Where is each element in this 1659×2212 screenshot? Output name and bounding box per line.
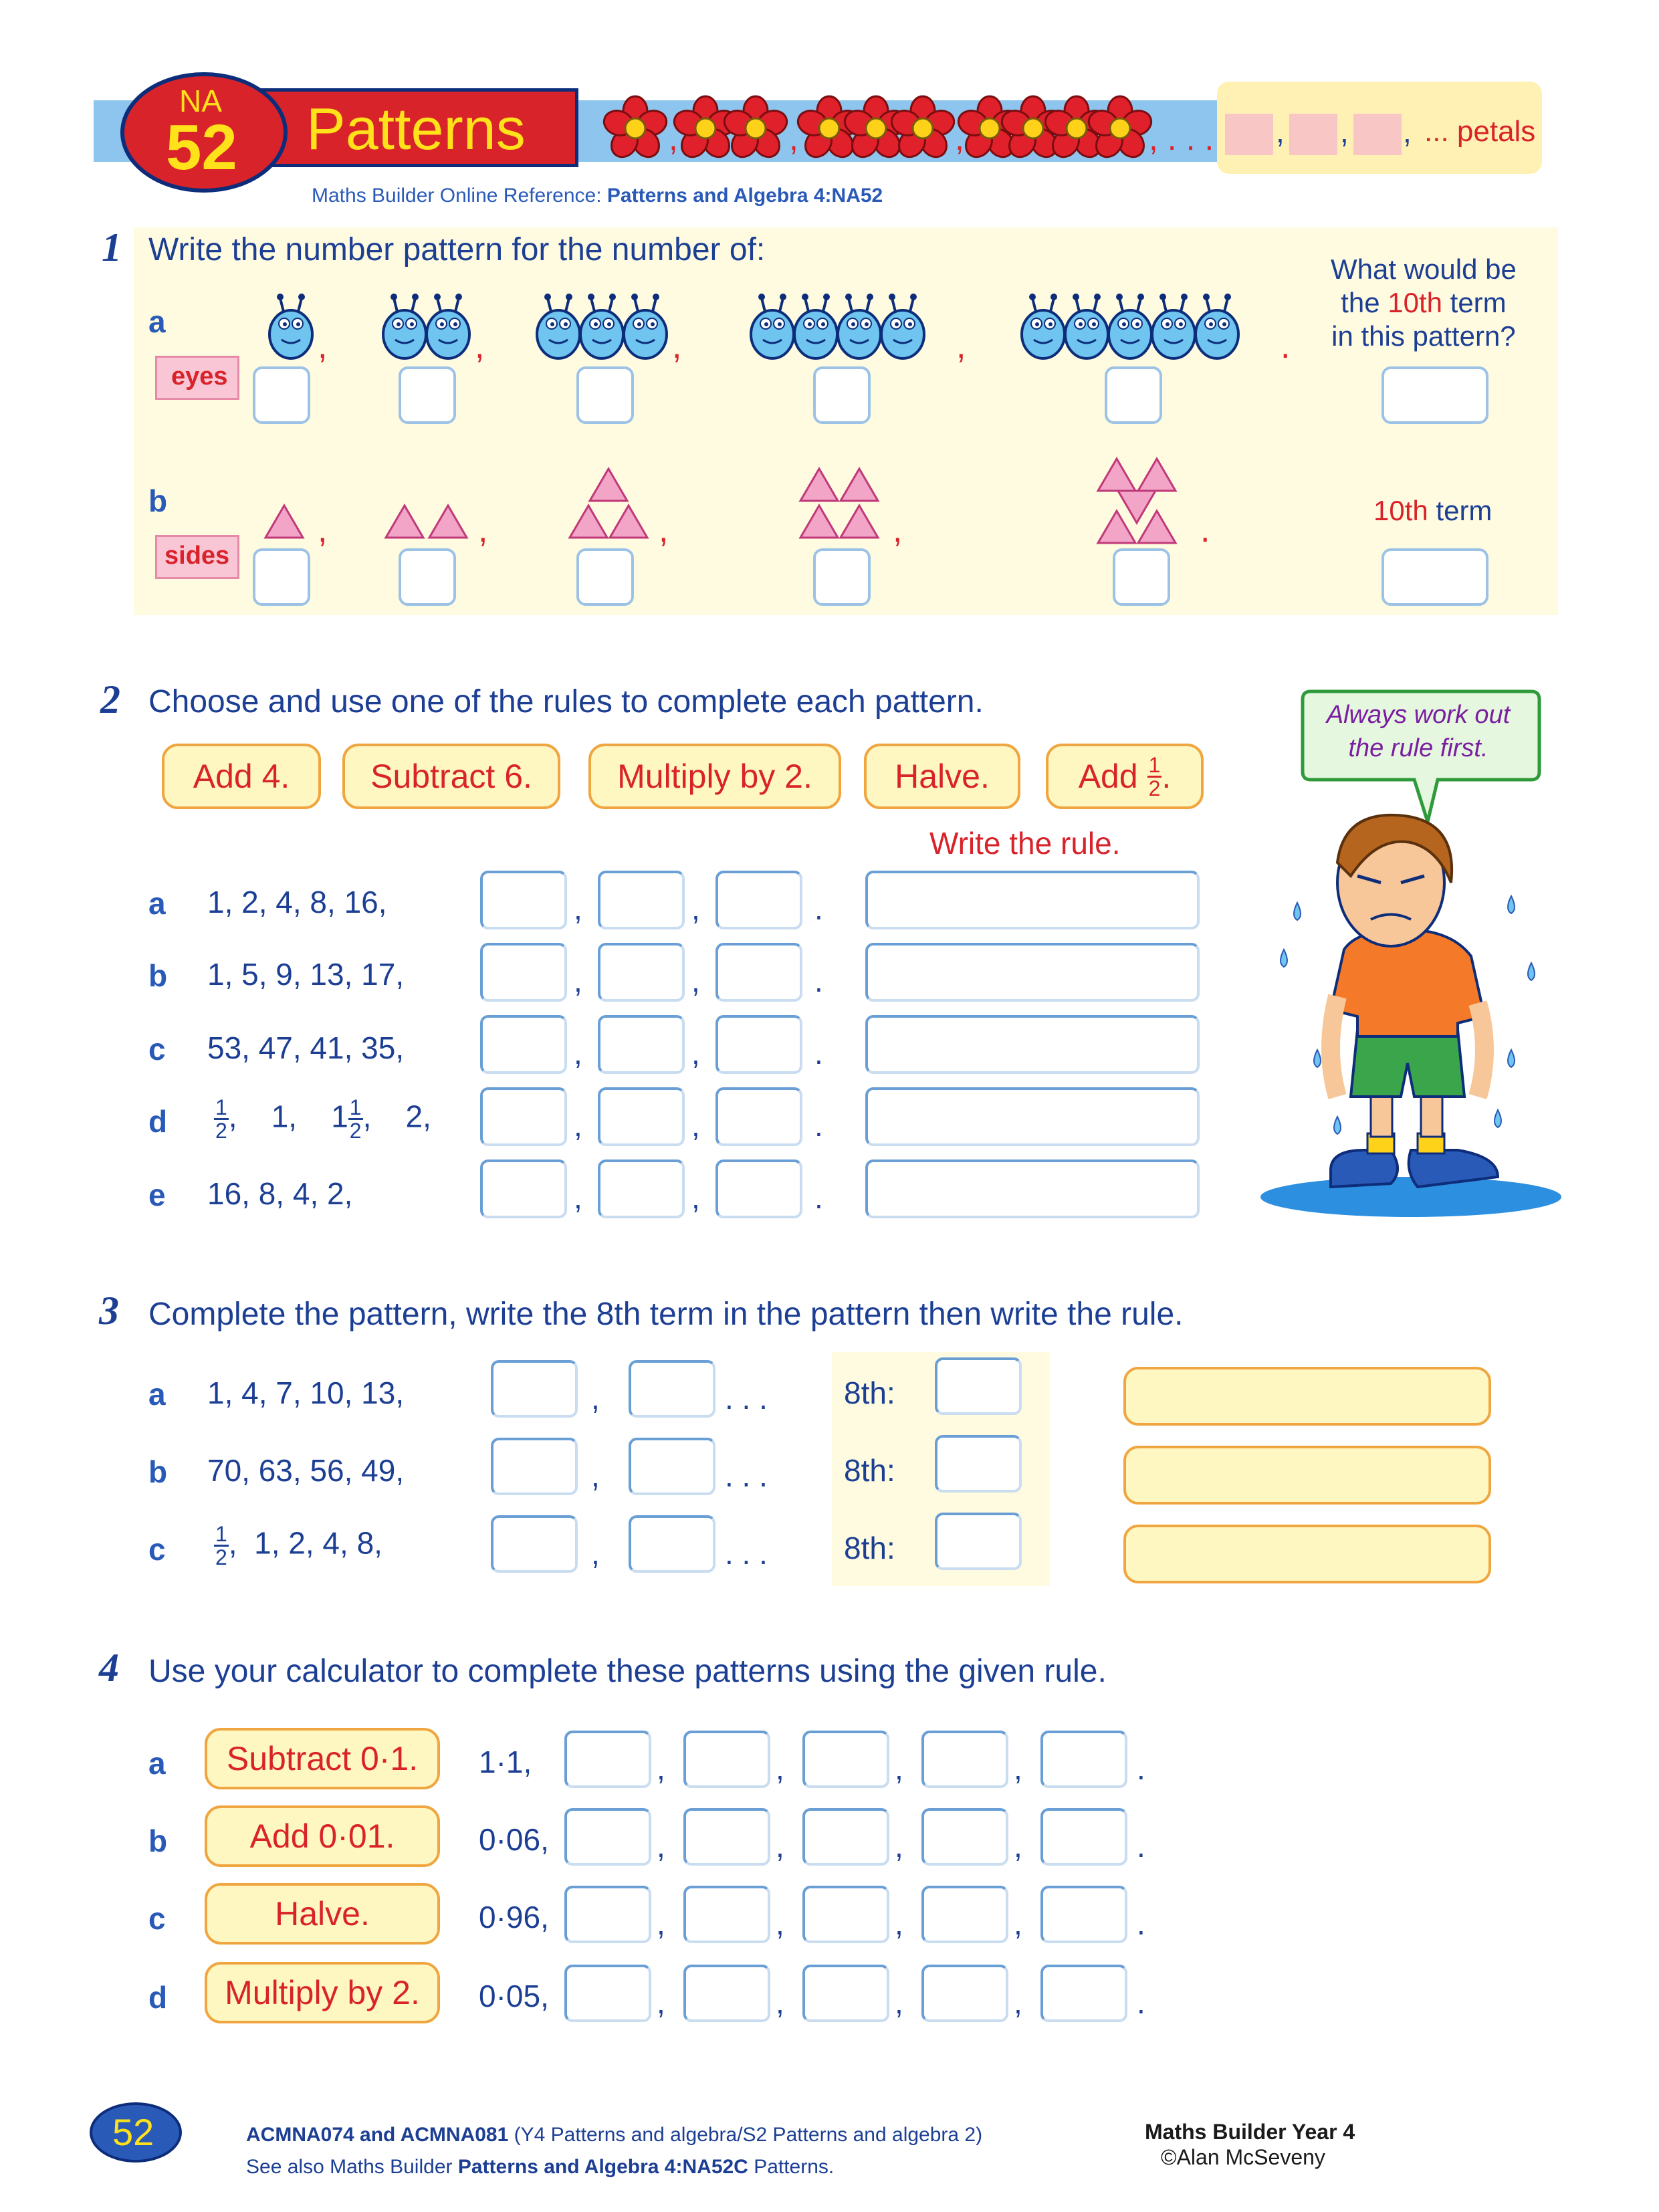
q3b-answer-2[interactable] xyxy=(629,1438,715,1495)
svg-text:,: , xyxy=(893,511,903,550)
q1-instruction: Write the number pattern for the number of: xyxy=(148,232,766,267)
q3c-letter: c xyxy=(148,1532,166,1567)
rule-chip-subtract-6: Subtract 6. xyxy=(342,744,560,809)
q1b-answer-1[interactable] xyxy=(253,548,310,606)
q4b-start: 0·06, xyxy=(479,1822,549,1857)
q1-side-question: What would be the 10th term in this pattern? xyxy=(1331,253,1517,352)
q2a-rule-box[interactable] xyxy=(865,871,1200,929)
q2a-sequence: 1, 2, 4, 8, 16, xyxy=(207,885,387,919)
q3c-sequence: $\frac{1}{2}$ , 1, 2, 4, 8, xyxy=(215,1522,382,1569)
q2a-answer-2[interactable] xyxy=(598,871,685,929)
q2b-answer-3[interactable] xyxy=(715,943,802,1002)
speech-text: Always work out the rule first. xyxy=(1326,701,1511,762)
petal-box-2[interactable] xyxy=(1289,114,1337,155)
q2b-rule-box[interactable] xyxy=(865,943,1200,1002)
flower-pattern xyxy=(588,88,1214,169)
q1a-answer-10th[interactable] xyxy=(1381,366,1488,424)
q2d-letter: d xyxy=(148,1104,168,1139)
q4c-letter: c xyxy=(148,1901,166,1936)
q4a-answer-3[interactable] xyxy=(802,1731,889,1788)
q4-instruction: Use your calculator to complete these patterns using the given rule. xyxy=(148,1654,1107,1689)
q2-number: 2 xyxy=(100,677,120,722)
q4b-answer-4[interactable] xyxy=(921,1808,1008,1866)
q2c-answer-1[interactable] xyxy=(480,1015,567,1074)
q4c-answer-4[interactable] xyxy=(921,1886,1008,1943)
curriculum-codes: ACMNA074 and ACMNA081 (Y4 Patterns and algebra/S2 Patterns and algebra 2) xyxy=(246,2124,983,2146)
q1a-answer-4[interactable] xyxy=(813,366,871,424)
q2e-rule-box[interactable] xyxy=(865,1159,1200,1218)
q2a-answer-1[interactable] xyxy=(480,871,567,929)
online-reference: Maths Builder Online Reference: Patterns and Algebra 4:NA52 xyxy=(312,185,883,207)
q3-instruction: Complete the pattern, write the 8th term in the pattern then write the rule. xyxy=(148,1297,1184,1332)
q2d-rule-box[interactable] xyxy=(865,1087,1200,1146)
q2a-letter: a xyxy=(148,886,166,921)
svg-text:,: , xyxy=(955,120,964,157)
q2e-answer-2[interactable] xyxy=(598,1159,685,1218)
book-title: Maths Builder Year 4 xyxy=(1145,2120,1355,2144)
bug-pattern xyxy=(254,274,1324,368)
q1a-answer-2[interactable] xyxy=(399,366,456,424)
q4b-answer-5[interactable] xyxy=(1040,1808,1127,1866)
q4b-answer-2[interactable] xyxy=(683,1808,770,1866)
q3c-dots: . . . xyxy=(725,1536,768,1571)
q3a-answer-1[interactable] xyxy=(491,1360,578,1418)
q2e-letter: e xyxy=(148,1178,166,1212)
q3b-eighth-label: 8th: xyxy=(844,1453,895,1488)
q3a-letter: a xyxy=(148,1377,166,1412)
rule-chip-multiply-2: Multiply by 2. xyxy=(588,744,841,809)
q4a-answer-5[interactable] xyxy=(1040,1731,1127,1788)
svg-text:,: , xyxy=(672,327,682,366)
svg-text:.: . xyxy=(1281,327,1291,366)
petal-box-1[interactable] xyxy=(1225,114,1273,155)
sweating-boy-illustration xyxy=(1257,796,1571,1224)
page-title: Patterns xyxy=(306,96,526,162)
q2d-sequence: $\frac{1}{2}$ , 1, 1 $\frac{1}{2}$ , 2, xyxy=(215,1095,431,1143)
q3b-eighth-box[interactable] xyxy=(935,1435,1022,1492)
q3c-eighth-box[interactable] xyxy=(935,1513,1022,1570)
q4b-rule: Add 0·01. xyxy=(205,1805,440,1867)
q1a-answer-1[interactable] xyxy=(253,366,310,424)
see-also: See also Maths Builder Patterns and Algebra 4:NA52C Patterns. xyxy=(246,2156,835,2178)
q4c-rule: Halve. xyxy=(205,1883,440,1945)
q3a-sequence: 1, 4, 7, 10, 13, xyxy=(207,1375,405,1410)
q2d-answer-3[interactable] xyxy=(715,1087,802,1146)
q1b-answer-10th[interactable] xyxy=(1381,548,1488,606)
q2b-letter: b xyxy=(148,958,168,993)
q2-instruction: Choose and use one of the rules to complete each pattern. xyxy=(148,684,984,720)
q1b-label: sides xyxy=(164,542,230,570)
q4b-answer-1[interactable] xyxy=(564,1808,651,1866)
q4d-answer-2[interactable] xyxy=(683,1965,770,2022)
q3b-letter: b xyxy=(148,1454,168,1489)
q4-number: 4 xyxy=(99,1646,119,1690)
rule-chip-halve: Halve. xyxy=(864,744,1020,809)
svg-text:,: , xyxy=(789,120,798,157)
svg-text:.: . xyxy=(1200,511,1210,550)
q3a-answer-2[interactable] xyxy=(629,1360,715,1418)
q1b-letter: b xyxy=(148,483,168,518)
q1b-answer-5[interactable] xyxy=(1113,548,1170,606)
q4c-answer-2[interactable] xyxy=(683,1886,770,1943)
svg-text:,: , xyxy=(956,327,966,366)
q4d-start: 0·05, xyxy=(479,1979,549,2013)
q2c-answer-2[interactable] xyxy=(598,1015,685,1074)
q2d-answer-2[interactable] xyxy=(598,1087,685,1146)
q2c-sequence: 53, 47, 41, 35, xyxy=(207,1030,405,1065)
q3-number: 3 xyxy=(99,1289,119,1333)
q4b-answer-3[interactable] xyxy=(802,1808,889,1866)
svg-text:, . . .: , . . . xyxy=(1149,120,1214,157)
svg-text:,: , xyxy=(669,120,678,157)
q2a-answer-3[interactable] xyxy=(715,871,802,929)
q4c-answer-1[interactable] xyxy=(564,1886,651,1943)
q4a-answer-1[interactable] xyxy=(564,1731,651,1788)
svg-text:,: , xyxy=(475,327,485,366)
q3a-eighth-label: 8th: xyxy=(844,1375,895,1410)
q3b-dots: . . . xyxy=(725,1458,768,1493)
q4d-answer-3[interactable] xyxy=(802,1965,889,2022)
q3b-rule-box[interactable] xyxy=(1123,1446,1491,1505)
q4a-start: 1·1, xyxy=(479,1745,532,1779)
q3c-rule-box[interactable] xyxy=(1123,1525,1491,1583)
q1b-answer-4[interactable] xyxy=(813,548,871,606)
q4a-rule: Subtract 0·1. xyxy=(205,1728,440,1789)
q1b-answer-2[interactable] xyxy=(399,548,456,606)
petal-box-3[interactable] xyxy=(1353,114,1402,155)
q1a-answer-3[interactable] xyxy=(576,366,634,424)
svg-text:,: , xyxy=(318,327,328,366)
svg-text:,: , xyxy=(318,511,328,550)
q4d-answer-1[interactable] xyxy=(564,1965,651,2022)
svg-text:,: , xyxy=(478,511,488,550)
q4d-answer-4[interactable] xyxy=(921,1965,1008,2022)
q3c-answer-2[interactable] xyxy=(629,1515,715,1573)
copyright: ©Alan McSeveny xyxy=(1161,2145,1325,2169)
rule-chip-add-half: Add $\frac{1}{2}$ . xyxy=(1046,744,1204,809)
q4d-letter: d xyxy=(148,1980,168,2015)
q2b-answer-2[interactable] xyxy=(598,943,685,1002)
q4d-answer-5[interactable] xyxy=(1040,1965,1127,2022)
q4a-answer-4[interactable] xyxy=(921,1731,1008,1788)
q2e-answer-1[interactable] xyxy=(480,1159,567,1218)
q3a-dots: . . . xyxy=(725,1381,768,1416)
q4a-answer-2[interactable] xyxy=(683,1731,770,1788)
q3c-answer-1[interactable] xyxy=(491,1515,578,1573)
q4c-answer-3[interactable] xyxy=(802,1886,889,1943)
q2c-answer-3[interactable] xyxy=(715,1015,802,1074)
rule-chip-add-4: Add 4. xyxy=(162,744,321,809)
petals-label: ... petals xyxy=(1424,115,1536,148)
q4b-letter: b xyxy=(148,1823,168,1858)
badge-code: NA xyxy=(179,84,222,118)
svg-text:,: , xyxy=(659,511,669,550)
q1a-answer-5[interactable] xyxy=(1105,366,1162,424)
triangle-pattern xyxy=(254,455,1230,555)
q3a-eighth-box[interactable] xyxy=(935,1357,1022,1415)
q3a-rule-box[interactable] xyxy=(1123,1367,1491,1426)
q3b-answer-1[interactable] xyxy=(491,1438,578,1495)
q1-number: 1 xyxy=(102,225,122,269)
q2d-answer-1[interactable] xyxy=(480,1087,567,1146)
q2e-sequence: 16, 8, 4, 2, xyxy=(207,1176,353,1211)
q2b-sequence: 1, 5, 9, 13, 17, xyxy=(207,957,405,992)
q2b-answer-1[interactable] xyxy=(480,943,567,1002)
badge-number: 52 xyxy=(166,112,237,183)
q2c-letter: c xyxy=(148,1032,166,1067)
page-number: 52 xyxy=(112,2111,154,2153)
q2c-rule-box[interactable] xyxy=(865,1015,1200,1074)
q1b-answer-3[interactable] xyxy=(576,548,634,606)
q4c-start: 0·96, xyxy=(479,1900,549,1934)
q3b-sequence: 70, 63, 56, 49, xyxy=(207,1453,405,1488)
q4a-letter: a xyxy=(148,1746,166,1781)
q4c-answer-5[interactable] xyxy=(1040,1886,1127,1943)
write-rule-label: Write the rule. xyxy=(929,826,1121,861)
q1a-letter: a xyxy=(148,304,166,339)
q1b-tenth-label: 10th term xyxy=(1373,495,1492,526)
q3c-eighth-label: 8th: xyxy=(844,1531,895,1565)
q2e-answer-3[interactable] xyxy=(715,1159,802,1218)
q1a-label: eyes xyxy=(171,362,228,391)
q4d-rule: Multiply by 2. xyxy=(205,1962,440,2023)
